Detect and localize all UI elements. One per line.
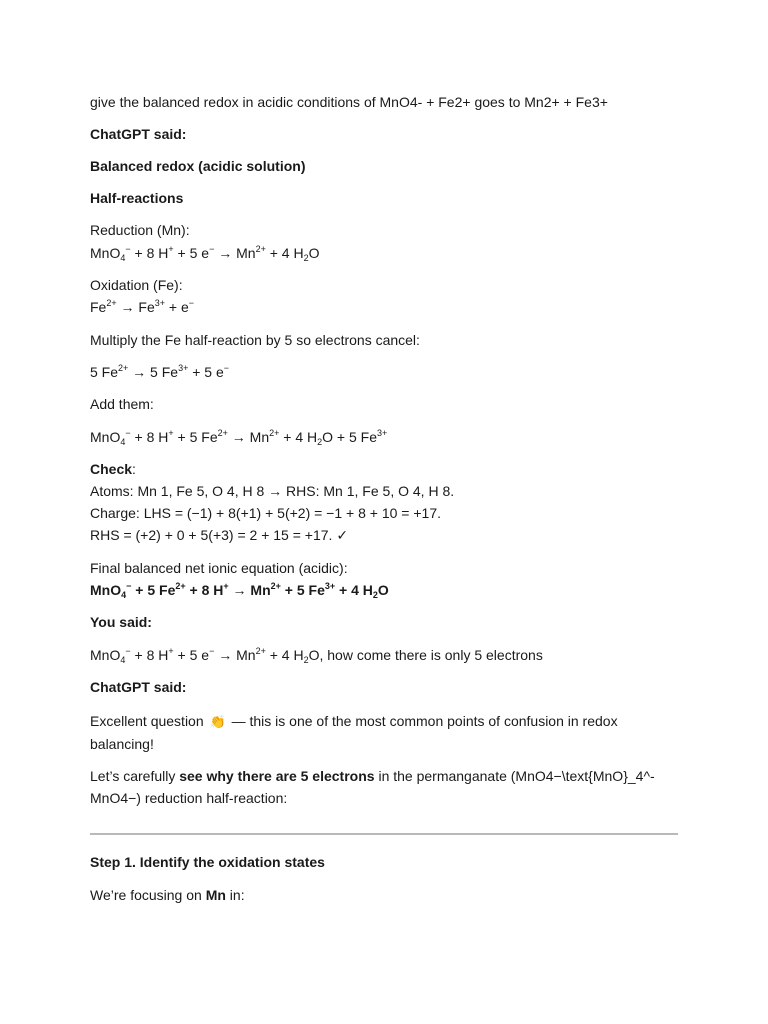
explanation-paragraph: Let’s carefully see why there are 5 electrons in the permanganate (MnO4−\text{MnO}_4^-MnO4−) reduction half-reaction: [90,768,655,806]
user-prompt: give the balanced redox in acidic conditions of MnO4- + Fe2+ goes to Mn2+ + Fe3+ [90,94,608,110]
reply-paragraph: Excellent question 👏 — this is one of the most common points of confusion in redox balancing! [90,713,618,752]
step1-heading: Step 1. Identify the oxidation states [90,854,325,870]
oxidation-equation: $Fe^{2+} \to Fe^{3+} + e^-$ [90,298,195,315]
you-said-label: You said: [90,614,152,630]
heading-balanced-redox: Balanced redox (acidic solution) [90,158,306,174]
multiply-instruction: Multiply the Fe half-reaction by 5 so electrons cancel: [90,332,420,348]
heading-half-reactions: Half-reactions [90,190,184,206]
section-divider [90,833,678,835]
chatgpt-said-label-2: ChatGPT said: [90,679,187,695]
user-question: MnO$_4$− + 8 H+ + 5 $e^- \to Mn^{2+} + 4$ $H_2O$, how come there is only 5 electrons [90,646,543,665]
oxidation-label: Oxidation (Fe): [90,277,183,293]
check-charge: Charge: LHS = (−1) + 8(+1) + 5(+2) = −1 + 8 + 10 = +17. [90,505,442,521]
add-instruction: Add them: [90,396,154,412]
clapping-hands-icon: 👏 [209,714,226,729]
focus-line: We’re focusing on Mn in: [90,887,245,903]
chatgpt-said-label: ChatGPT said: [90,126,187,142]
check-atoms: Atoms: Mn 1, Fe 5, O 4, H 8 → RHS: Mn 1, Fe 5, O 4, H 8. [90,483,455,499]
multiplied-equation: 5 $Fe^{2+} \to 5$ $Fe^{3+} + 5$ e− [90,363,230,380]
final-label: Final balanced net ionic equation (acidic): [90,560,348,576]
reduction-label: Reduction (Mn): [90,222,190,238]
final-equation: MnO$_4$− + 5 $Fe^{2+} + 8$ $H^+ \to Mn^{2+} + 5$ $Fe^{3+} + 4$ $H_2O$ [90,581,389,600]
check-rhs: RHS = (+2) + 0 + 5(+3) = 2 + 15 = +17. ✓ [90,527,349,543]
reduction-equation: MnO$_4$− + 8 H+ + 5 $e^- \to Mn^{2+} + 4$ $H_2O$ [90,244,320,263]
sum-equation: MnO$_4$− + 8 H+ + 5 $Fe^{2+} \to Mn^{2+} + 4$ $H_2O + 5$ $Fe^{3+}$ [90,428,388,447]
check-heading: Check: [90,461,136,477]
